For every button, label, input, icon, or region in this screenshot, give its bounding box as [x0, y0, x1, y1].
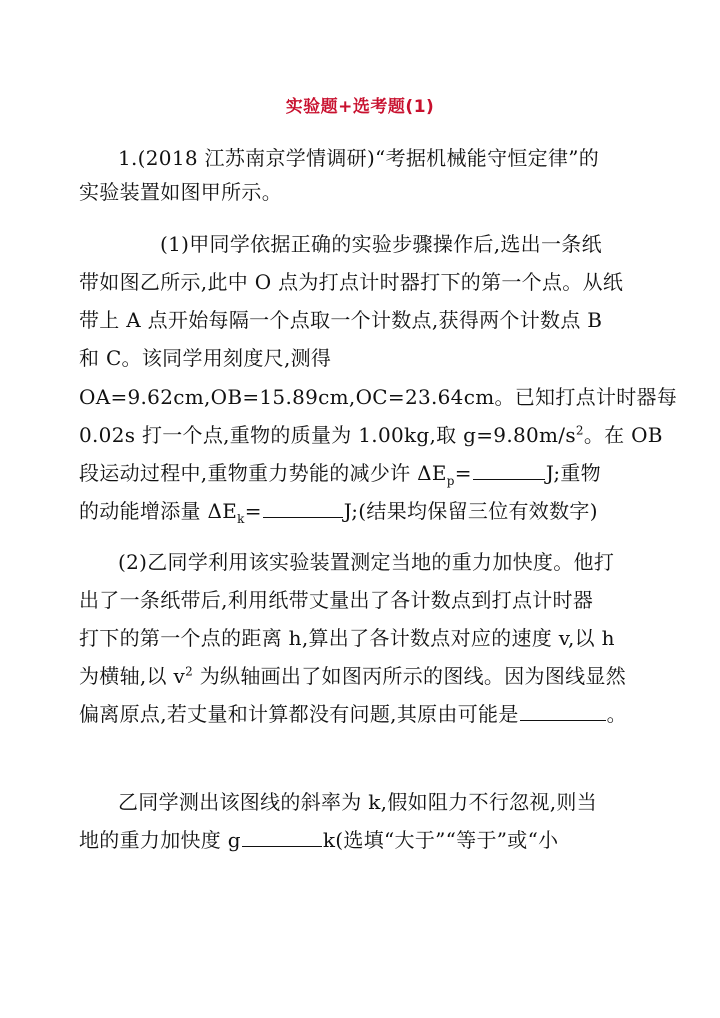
page-title: 实验题+选考题(1): [285, 97, 435, 117]
text-segment: 偏离原点,若丈量和计算都没有问题,其原由可能是: [79, 702, 519, 726]
superscript: 2: [185, 664, 194, 679]
part-2-line-4: [79, 662, 626, 690]
text-segment: 0.02s 打一个点,重物的质量为 1.00kg,取 g=9.80m/s: [79, 423, 576, 447]
text-segment: 。在 OB: [583, 423, 663, 447]
part-1-line-3: 带上 A 点开始每隔一个点取一个计数点,获得两个计数点 B: [79, 308, 603, 332]
part-3-line-1: 乙同学测出该图线的斜率为 k,假如阻力不行忽视,则当: [118, 790, 597, 814]
text-segment: 为纵轴画出了如图丙所示的图线。因为图线显然: [193, 664, 627, 688]
part-2-line-2: 出了一条纸带后,利用纸带丈量出了各计数点到打点计时器: [79, 588, 594, 612]
part-1-line-8: [79, 497, 598, 525]
part-1-line-7: [79, 459, 601, 487]
text-segment: 地的重力加快度 g: [79, 828, 241, 852]
text-segment: 段运动过程中,重物重力势能的减少许 ΔE: [79, 461, 447, 485]
part-3-line-2: [79, 826, 558, 854]
text-segment: =: [244, 499, 262, 523]
part-2-line-1: (2)乙同学利用该实验装置测定当地的重力加快度。他打: [118, 550, 615, 574]
part-1-line-2: 带如图乙所示,此中 O 点为打点计时器打下的第一个点。从纸: [79, 270, 624, 294]
answer-blank-g[interactable]: [242, 826, 322, 847]
text-segment: 的动能增添量 ΔE: [79, 499, 238, 523]
answer-blank-ep[interactable]: [473, 459, 545, 480]
answer-blank-reason[interactable]: [520, 700, 606, 721]
part-1-line-6: [79, 421, 663, 449]
text-segment: =: [454, 461, 472, 485]
question-1-line-2: 实验装置如图甲所示。: [79, 180, 282, 204]
text-segment: 。: [606, 702, 627, 726]
answer-blank-ek[interactable]: [263, 497, 343, 518]
text-segment: J;重物: [545, 461, 601, 485]
text-segment: 为横轴,以 v: [79, 664, 186, 688]
subscript: k: [237, 512, 245, 526]
part-1-line-1: (1)甲同学依据正确的实验步骤操作后,选出一条纸: [160, 232, 602, 256]
part-2-line-3: 打下的第一个点的距离 h,算出了各计数点对应的速度 v,以 h: [79, 626, 615, 650]
part-2-line-5: [79, 700, 627, 728]
subscript: p: [446, 474, 455, 488]
part-1-line-4: 和 C。该同学用刻度尺,测得: [79, 346, 332, 370]
question-1-line-1: 1.(2018 江苏南京学情调研)“考据机械能守恒定律”的: [118, 146, 600, 170]
superscript: 2: [575, 423, 584, 438]
part-1-line-5: OA=9.62cm,OB=15.89cm,OC=23.64cm。已知打点计时器每: [79, 385, 678, 409]
text-segment: J;(结果均保留三位有效数字): [343, 499, 598, 523]
text-segment: k(选填“大于”“等于”或“小: [322, 828, 559, 852]
